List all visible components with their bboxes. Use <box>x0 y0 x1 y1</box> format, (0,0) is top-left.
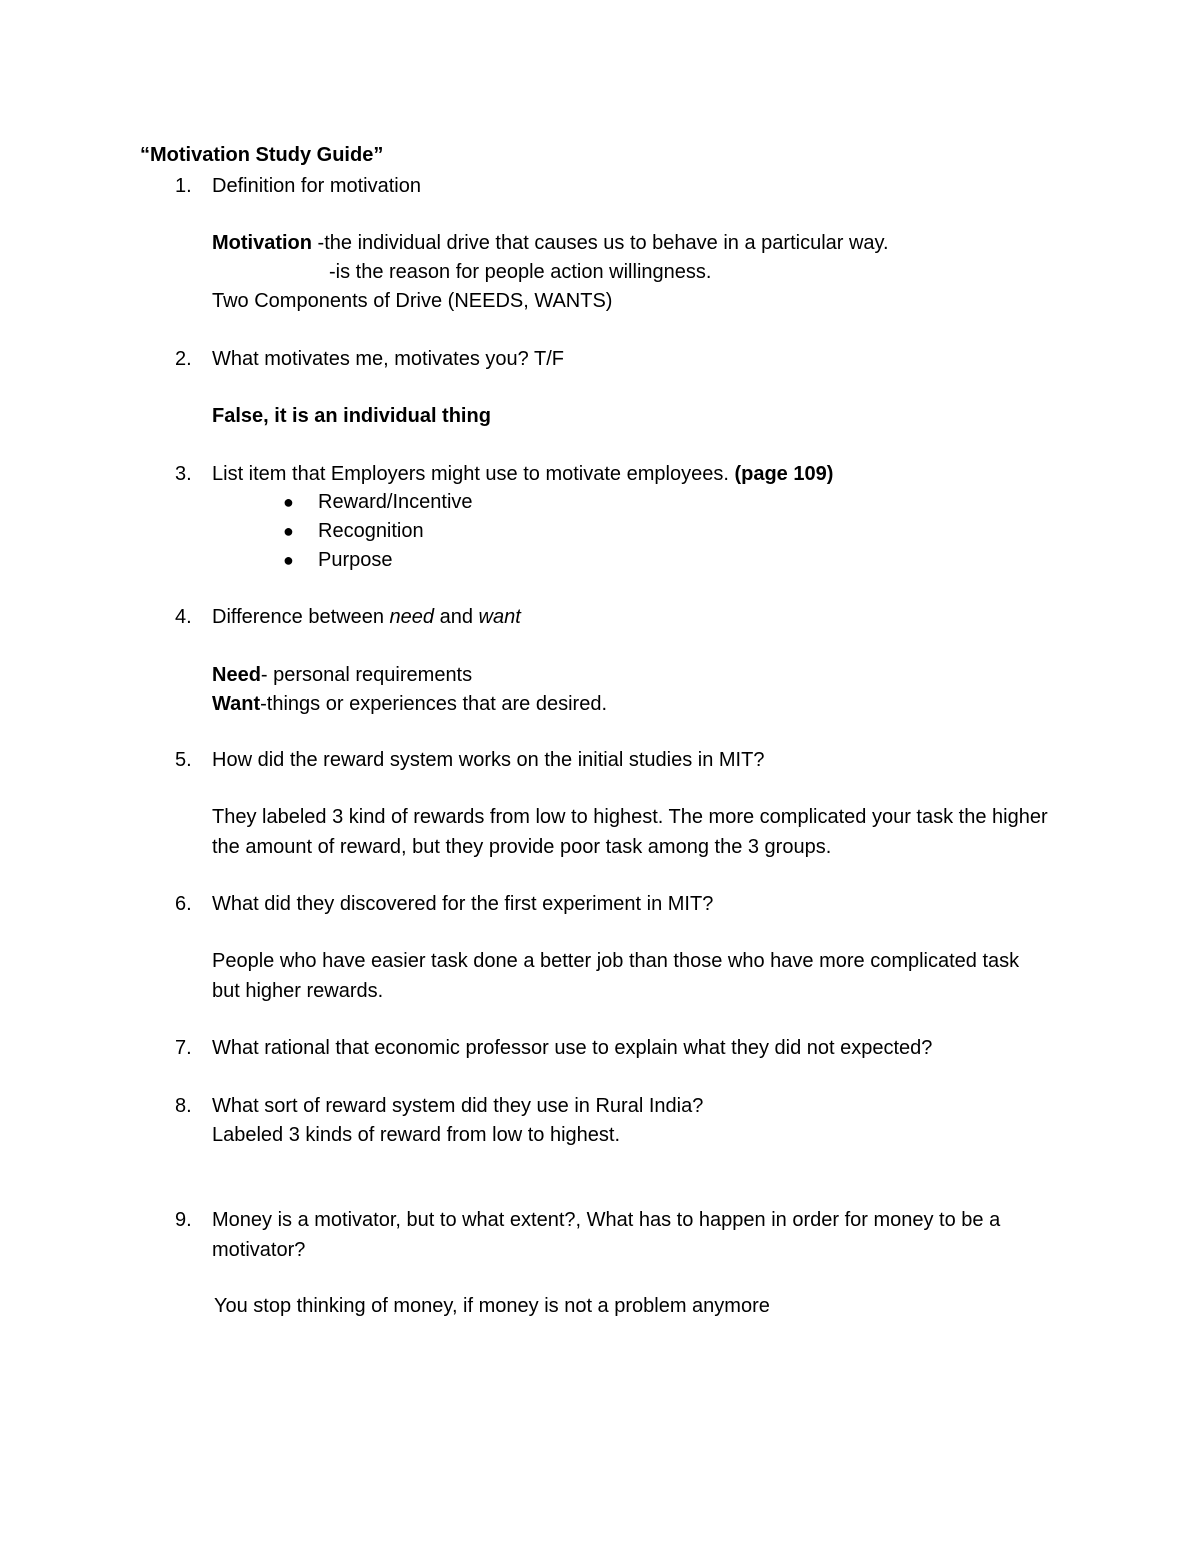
q2-question: What motivates me, motivates you? T/F <box>212 348 564 370</box>
q4-question-need: need <box>389 606 435 628</box>
q1-definition-2: -is the reason for people action willingness. <box>329 261 712 283</box>
q4-question-want: want <box>478 606 521 628</box>
q1-definition-1: -the individual drive that causes us to behave in a particular way. <box>312 232 889 254</box>
q5-question: How did the reward system works on the initial studies in MIT? <box>212 749 765 771</box>
q8-answer: Labeled 3 kinds of reward from low to highest. <box>212 1124 620 1146</box>
q9-question: Money is a motivator, but to what extent?, What has to happen in order for money to be a motivator? <box>212 1209 1001 1261</box>
q4-need-definition: - personal requirements <box>260 664 473 686</box>
bullet-icon: ● <box>283 521 294 541</box>
q4-question <box>212 603 521 632</box>
q4-need-term: Need <box>212 664 261 686</box>
q1-number: 1. <box>175 175 192 197</box>
q6-answer: People who have easier task done a better job than those who have more complicated task but higher rewards. <box>212 950 1020 1002</box>
q4-want-definition: -things or experiences that are desired. <box>260 693 607 715</box>
q8-question: What sort of reward system did they use in Rural India? <box>212 1095 704 1117</box>
q1-question: Definition for motivation <box>212 175 421 197</box>
bullet-icon: ● <box>283 492 294 512</box>
document-title: “Motivation Study Guide” <box>140 144 384 166</box>
q3-question-line <box>212 460 833 489</box>
q2-answer: False, it is an individual thing <box>212 405 491 427</box>
q6-question: What did they discovered for the first experiment in MIT? <box>212 893 714 915</box>
q3-question: List item that Employers might use to motivate employees. <box>212 463 735 485</box>
q4-want-line <box>212 690 607 719</box>
q7-number: 7. <box>175 1037 192 1059</box>
q2-number: 2. <box>175 348 192 370</box>
bullet-icon: ● <box>283 550 294 570</box>
q4-question-pre: Difference between <box>212 606 390 628</box>
q1-term: Motivation <box>212 232 312 254</box>
q1-components: Two Components of Drive (NEEDS, WANTS) <box>212 290 613 312</box>
q4-want-term: Want <box>212 693 261 715</box>
q7-question: What rational that economic professor use to explain what they did not expected? <box>212 1037 933 1059</box>
q9-answer: You stop thinking of money, if money is not a problem anymore <box>214 1295 770 1317</box>
q4-number: 4. <box>175 606 192 628</box>
q1-definition-line <box>212 229 889 258</box>
q4-question-mid: and <box>434 606 479 628</box>
q3-number: 3. <box>175 463 192 485</box>
q5-answer: They labeled 3 kind of rewards from low to highest. The more complicated your task the higher the amount of reward, but they provide poor task among the 3 groups. <box>212 806 1048 858</box>
q3-list-item: Reward/Incentive <box>318 491 473 513</box>
q3-page-ref: (page 109) <box>734 463 834 485</box>
q6-number: 6. <box>175 893 192 915</box>
q3-list-item: Recognition <box>318 520 424 542</box>
q9-number: 9. <box>175 1209 192 1231</box>
q4-need-line <box>212 661 472 690</box>
q8-number: 8. <box>175 1095 192 1117</box>
q5-number: 5. <box>175 749 192 771</box>
q3-list-item: Purpose <box>318 549 393 571</box>
